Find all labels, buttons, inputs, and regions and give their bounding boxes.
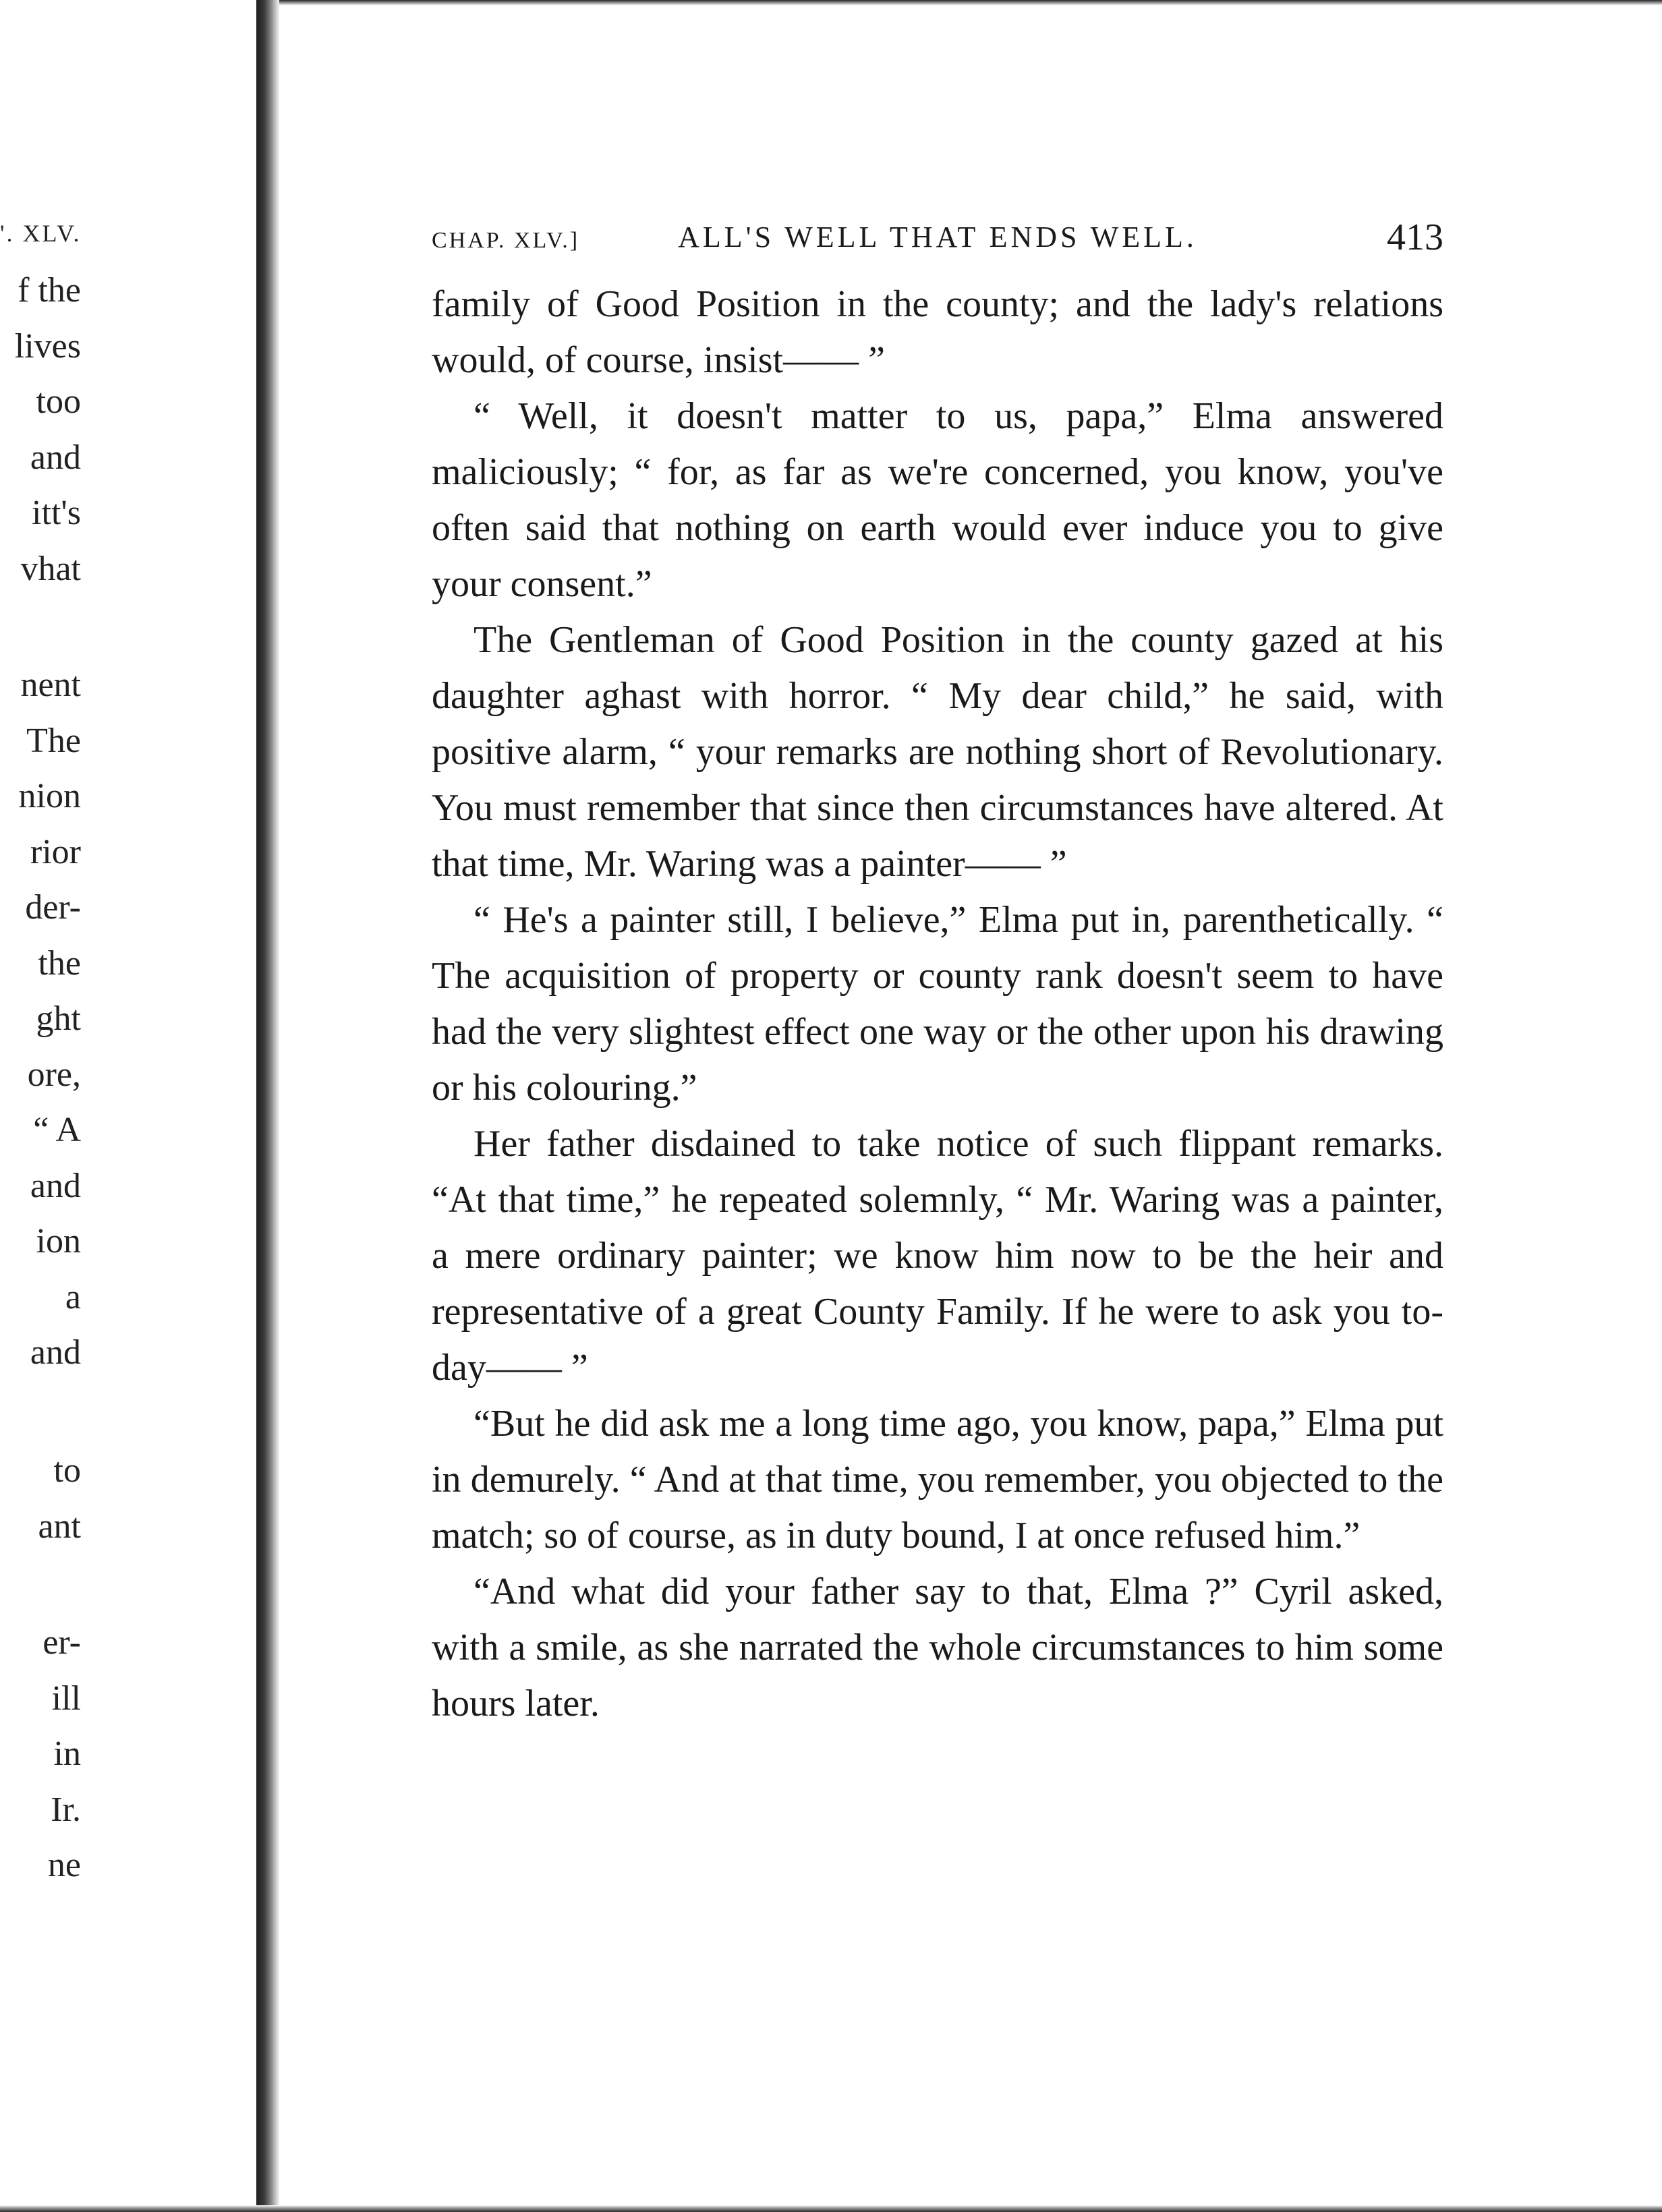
page-top-edge [279,0,1662,5]
body-text [432,276,1443,1732]
facing-page-line: “ A [33,1111,81,1149]
facing-page-line: to [53,1451,81,1490]
facing-page-line: rior [30,833,81,871]
facing-page-fragment [0,0,256,2212]
facing-page-line: ion [36,1222,81,1260]
facing-page-line: f the [18,271,81,310]
facing-page-line: in [53,1735,81,1773]
running-head [432,216,1443,270]
paragraph: Her father disdained to take notice of such flippant remarks. “At that time,” he repeated solemnly, “ Mr. Waring was a painter, a mere ordinary painter; we know him now to be the heir and representative of a great County Family. If he were to ask you to-day—— ” [432,1123,1443,1389]
facing-page-line: nion [18,777,81,815]
facing-page-line: itt's [32,494,81,532]
paragraph: “But he did ask me a long time ago, you know, papa,” Elma put in demurely. “ And at that time, you remember, you objected to the match; so of course, as in duty bound, I at once refused him.” [432,1403,1443,1556]
facing-page-line: ill [51,1679,81,1718]
facing-page-line: ght [36,999,81,1038]
paragraph: The Gentleman of Good Position in the county gazed at his daughter aghast with horror. “ My dear child,” he said, with positive alarm, “ your remarks are nothing short of Revolutionary. You must remember that since then circumstances have altered. At that time, Mr. Waring was a painter—— ” [432,619,1443,885]
facing-page-line: lives [14,327,81,366]
page-number: 413 [1387,216,1443,258]
running-title: ALL'S WELL THAT ENDS WELL. [678,221,1197,254]
facing-page-line: a [65,1278,81,1316]
facing-page-line: the [38,944,81,983]
facing-page-line: ant [38,1507,81,1546]
facing-page-line: The [26,722,81,760]
facing-page-line: Ir. [51,1791,81,1829]
facing-page-line: and [30,1333,81,1372]
facing-page-header: '. XLV. [0,220,82,247]
paragraph: “ He's a painter still, I believe,” Elma put in, parenthetically. “ The acquisition of property or county rank doesn't seem to have had the very slightest effect one way or the other upon his drawing or his colouring.” [432,899,1443,1109]
book-page [432,216,1443,1969]
book-gutter [256,0,279,2212]
facing-page-line: ne [47,1846,81,1884]
paragraph: “ Well, it doesn't matter to us, papa,” Elma answered maliciously; “ for, as far as we're concerned, you know, you've often said that nothing on earth would ever induce you to give your consent.” [432,395,1443,605]
facing-page-line: and [30,1167,81,1205]
facing-page-line: nent [20,666,81,704]
paragraph: “And what did your father say to that, Elma ?” Cyril asked, with a smile, as she narrated the whole circumstances to him some hours later. [432,1571,1443,1724]
facing-page-line: er- [42,1623,81,1662]
facing-page-line: ore, [27,1055,81,1094]
paragraph: family of Good Position in the county; and the lady's relations would, of course, insist—— ” [432,283,1443,381]
facing-page-line: and [30,438,81,477]
facing-page-line: vhat [20,550,81,588]
facing-page-line: der- [25,888,81,927]
page-bottom-edge [0,2205,1662,2212]
chapter-reference: CHAP. XLV.] [432,228,580,253]
facing-page-line: too [36,382,81,421]
